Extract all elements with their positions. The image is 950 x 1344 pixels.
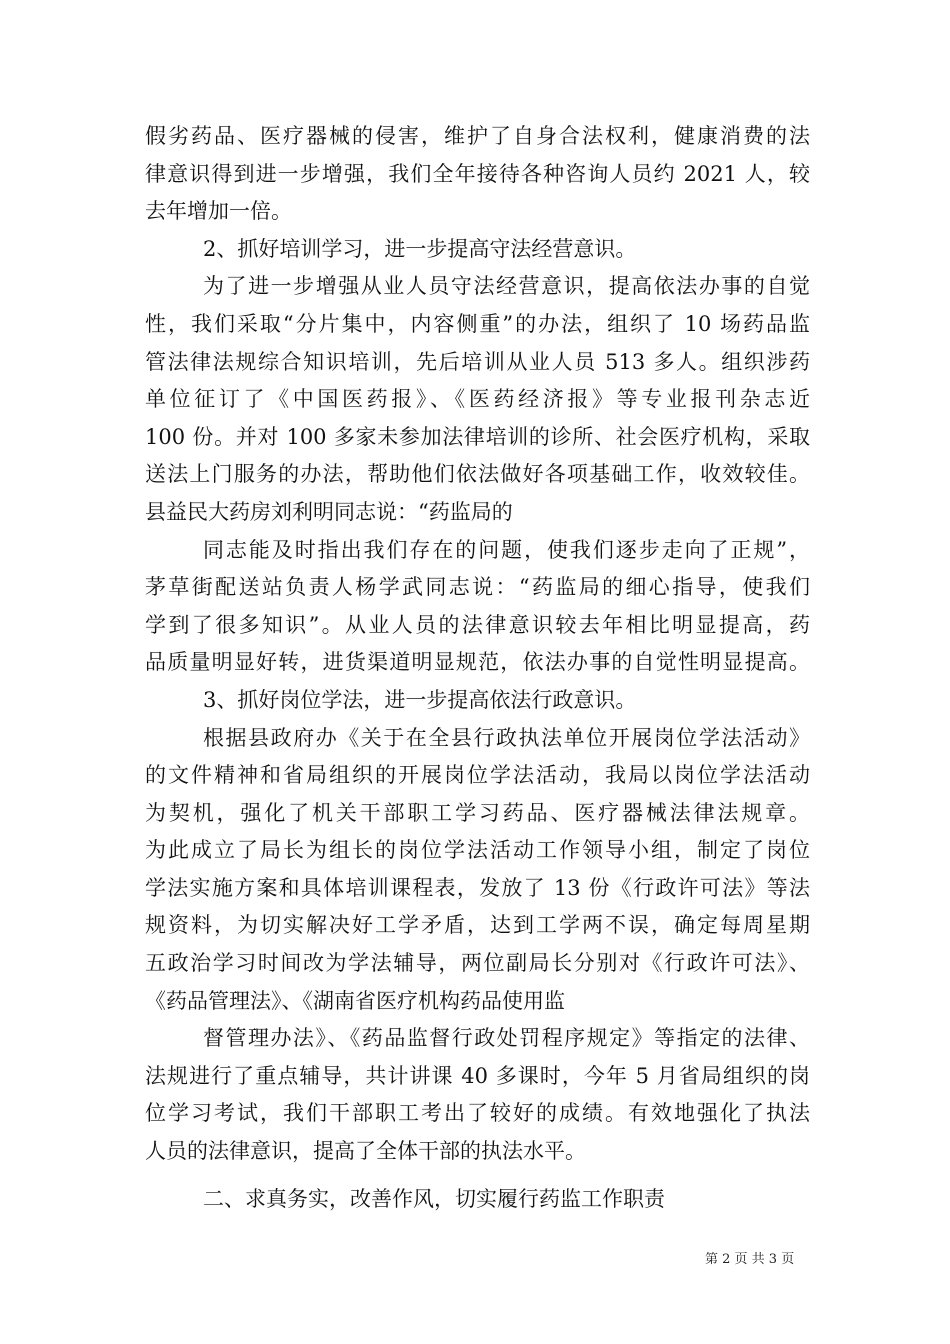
text-line: 品质量明显好转，进货渠道明显规范，依法办事的自觉性明显提高。: [145, 650, 810, 675]
text-line: 3、抓好岗位学法，进一步提高依法行政意识。: [203, 687, 637, 712]
text-line: 学法实施方案和具体培训课程表，发放了 13 份《行政许可法》等法: [145, 875, 810, 900]
text-line: 位学习考试，我们干部职工考出了较好的成绩。有效地强化了执法: [145, 1101, 810, 1126]
text-line: 五政治学习时间改为学法辅导，两位副局长分别对《行政许可法》、: [145, 951, 810, 976]
text-line: 学到了很多知识”。从业人员的法律意识较去年相比明显提高，药: [145, 612, 810, 637]
text-line: 2、抓好培训学习，进一步提高守法经营意识。: [203, 236, 637, 261]
text-line: 二、求真务实，改善作风，切实履行药监工作职责: [203, 1186, 665, 1211]
page-number-footer: 第 2 页 共 3 页: [705, 1252, 795, 1267]
text-line: 管法律法规综合知识培训，先后培训从业人员 513 多人。组织涉药: [145, 349, 810, 374]
text-line: 规资料，为切实解决好工学矛盾，达到工学两不误，确定每周星期: [145, 913, 810, 938]
text-line: 100 份。并对 100 多家未参加法律培训的诊所、社会医疗机构，采取: [145, 424, 810, 449]
text-line: 人员的法律意识，提高了全体干部的执法水平。: [145, 1139, 586, 1164]
text-line: 的文件精神和省局组织的开展岗位学法活动，我局以岗位学法活动: [145, 763, 810, 788]
text-line: 为此成立了局长为组长的岗位学法活动工作领导小组，制定了岗位: [145, 838, 810, 863]
text-line: 送法上门服务的办法，帮助他们依法做好各项基础工作，收效较佳。: [145, 462, 810, 487]
text-line: 茅草街配送站负责人杨学武同志说：“药监局的细心指导，使我们: [145, 575, 810, 600]
text-line: 单位征订了《中国医药报》、《医药经济报》等专业报刊杂志近: [145, 387, 810, 412]
text-line: 《药品管理法》、《湖南省医疗机构药品使用监: [145, 988, 565, 1013]
text-line: 同志能及时指出我们存在的问题，使我们逐步走向了正规”，: [203, 537, 810, 562]
text-line: 为了进一步增强从业人员守法经营意识，提高依法办事的自觉: [203, 274, 810, 299]
text-line: 性，我们采取“分片集中，内容侧重”的办法，组织了 10 场药品监: [145, 311, 810, 336]
text-line: 假劣药品、医疗器械的侵害，维护了自身合法权利，健康消费的法: [145, 124, 810, 148]
text-line: 律意识得到进一步增强，我们全年接待各种咨询人员约 2021 人，较: [145, 161, 810, 186]
text-line: 去年增加一倍。: [145, 199, 292, 224]
text-line: 根据县政府办《关于在全县行政执法单位开展岗位学法活动》: [203, 725, 810, 750]
text-line: 督管理办法》、《药品监督行政处罚程序规定》等指定的法律、: [203, 1026, 810, 1051]
document-body: [145, 118, 810, 1218]
text-line: 为契机，强化了机关干部职工学习药品、医疗器械法律法规章。: [145, 800, 810, 825]
text-line: 县益民大药房刘利明同志说：“药监局的: [145, 499, 513, 524]
text-line: 法规进行了重点辅导，共计讲课 40 多课时，今年 5 月省局组织的岗: [145, 1063, 810, 1088]
